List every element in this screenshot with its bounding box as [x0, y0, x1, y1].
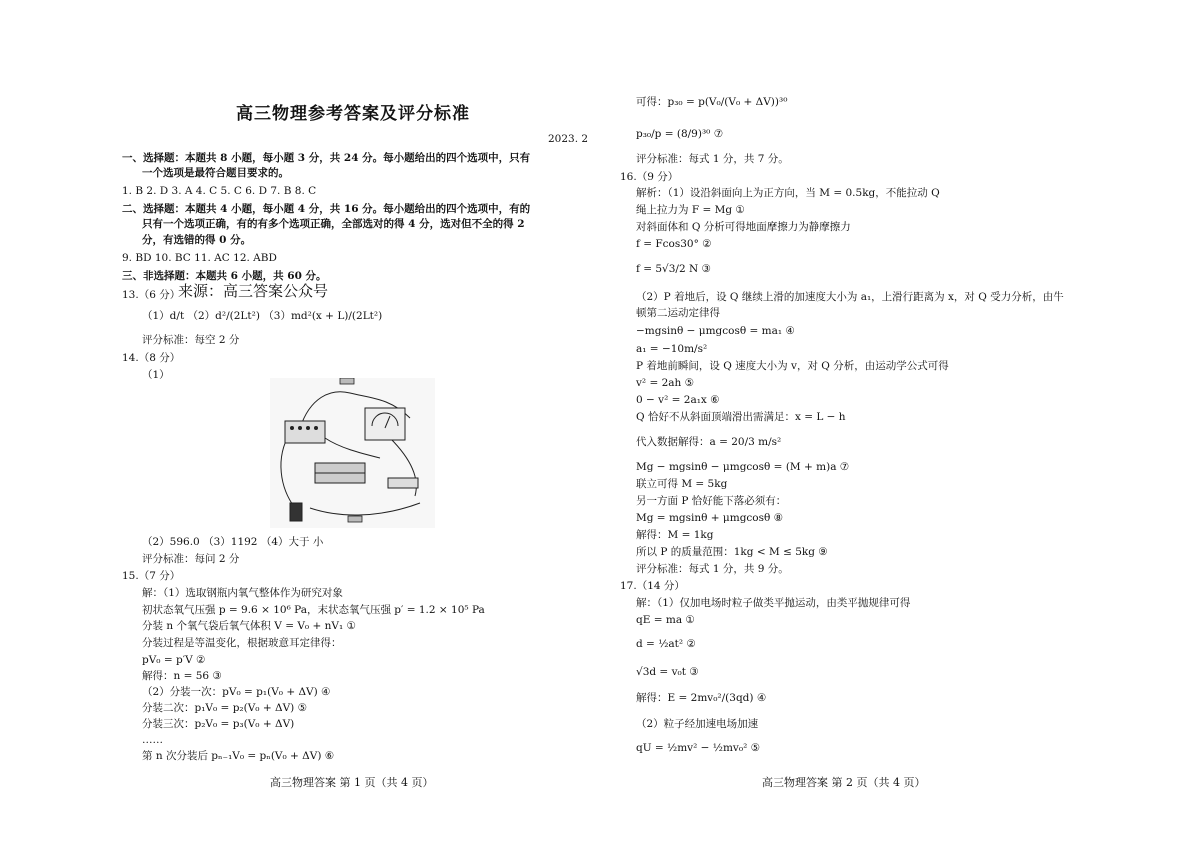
q15-line: 第 n 次分装后 pₙ₋₁V₀ = pₙ(V₀ + ΔV) ⑥ — [142, 750, 335, 762]
q14-score: 评分标准：每问 2 分 — [142, 553, 240, 565]
q15-line: 分装二次：p₁V₀ = p₂(V₀ + ΔV) ⑤ — [142, 702, 308, 714]
q15-line: 分装过程是等温变化，根据玻意耳定律得： — [142, 637, 342, 649]
footer-page1: 高三物理答案 第 1 页（共 4 页） — [270, 776, 434, 789]
section2-line1: 二、选择题：本题共 4 小题，每小题 4 分，共 16 分。每小题给出的四个选项中，有的 — [122, 203, 531, 215]
resistor — [388, 478, 418, 488]
switch — [340, 378, 354, 384]
q16-line: Mg − mgsinθ − μmgcosθ = (M + m)a ⑦ — [636, 461, 850, 473]
q16-line: f = 5√3/2 N ③ — [636, 263, 711, 275]
source-watermark: 来源：高三答案公众号 — [178, 282, 329, 300]
q17-line: d = ½at² ② — [636, 638, 696, 650]
section1-line2: 一个选项是最符合题目要求的。 — [142, 167, 289, 179]
q16-line: 0 − v² = 2a₁x ⑥ — [636, 394, 720, 406]
q16-line: 对斜面体和 Q 分析可得地面摩擦力为静摩擦力 — [636, 221, 851, 233]
q15-head: 15.（7 分） — [122, 570, 181, 582]
q16-line: 代入数据解得：a = 20/3 m/s² — [636, 436, 782, 448]
q15-line: 解得：n = 56 ③ — [142, 670, 222, 682]
q16-line: 联立可得 M = 5kg — [636, 478, 728, 490]
section3: 三、非选择题：本题共 6 小题，共 60 分。 — [122, 270, 327, 282]
q16-line: 顿第二运动定律得 — [636, 307, 720, 319]
q16-line: 所以 P 的质量范围：1kg < M ≤ 5kg ⑨ — [636, 546, 828, 558]
q17-line: 解得：E = 2mv₀²/(3qd) ④ — [636, 692, 767, 704]
circuit-diagram — [270, 378, 435, 528]
q14-sub1: （1） — [142, 369, 170, 381]
page-title: 高三物理参考答案及评分标准 — [236, 104, 470, 124]
q16-head: 16.（9 分） — [620, 171, 679, 183]
q16-line: 解得：M = 1kg — [636, 529, 714, 541]
footer-page2: 高三物理答案 第 2 页（共 4 页） — [762, 776, 926, 789]
answers-1-8: 1. B 2. D 3. A 4. C 5. C 6. D 7. B 8. C — [122, 185, 317, 197]
q15-line: 解：（1）选取钢瓶内氧气整体作为研究对象 — [142, 587, 343, 599]
switch — [348, 516, 362, 522]
q15-line: 初状态氧气压强 p = 9.6 × 10⁶ Pa，末状态氧气压强 p′ = 1.2 × 10⁵ Pa — [142, 604, 485, 616]
q15-line: （2）分装一次：pV₀ = p₁(V₀ + ΔV) ④ — [142, 686, 331, 698]
q16-line: 另一方面 P 恰好能下落必须有： — [636, 495, 787, 507]
q15-line: …… — [142, 734, 163, 746]
q16-line: （2）P 着地后，设 Q 继续上滑的加速度大小为 a₁，上滑行距离为 x，对 Q 受力分析，由牛 — [636, 291, 1064, 303]
q16-line: P 着地前瞬间，设 Q 速度大小为 v，对 Q 分析，由运动学公式可得 — [636, 360, 949, 372]
q16-line: v² = 2ah ⑤ — [636, 377, 695, 389]
resistance-box — [285, 421, 325, 443]
q14-answer: （2）596.0 （3）1192 （4）大于 小 — [142, 536, 324, 548]
q17-line: （2）粒子经加速电场加速 — [636, 718, 759, 730]
battery — [290, 503, 302, 521]
q15-line: 分装 n 个氧气袋后氧气体积 V = V₀ + nV₁ ① — [142, 620, 356, 632]
r-line: p₃₀/p = (8/9)³⁰ ⑦ — [636, 128, 724, 140]
q17-head: 17.（14 分） — [620, 580, 685, 592]
r-line: 可得：p₃₀ = p(V₀/(V₀ + ΔV))³⁰ — [636, 96, 788, 108]
section2-line3: 分，有选错的得 0 分。 — [142, 234, 252, 246]
q16-line: a₁ = −10m/s² — [636, 343, 708, 355]
q17-line: qE = ma ① — [636, 614, 695, 626]
section2-line2: 只有一个选项正确，有的有多个选项正确，全部选对的得 4 分，选对但不全的得 2 — [142, 218, 525, 230]
date: 2023. 2 — [548, 133, 589, 145]
q16-line: 解析：（1）设沿斜面向上为正方向，当 M = 0.5kg，不能拉动 Q — [636, 187, 940, 199]
q16-line: f = Fcos30° ② — [636, 238, 712, 250]
q13-answer: （1）d/t （2）d²/(2Lt²) （3）md²(x + L)/(2Lt²) — [142, 310, 383, 322]
q16-line: −mgsinθ − μmgcosθ = ma₁ ④ — [636, 325, 795, 337]
answers-9-12: 9. BD 10. BC 11. AC 12. ABD — [122, 252, 277, 264]
q13-score: 评分标准：每空 2 分 — [142, 334, 240, 346]
q16-line: Mg = mgsinθ + μmgcosθ ⑧ — [636, 512, 784, 524]
q17-line: qU = ½mv² − ½mv₀² ⑤ — [636, 742, 761, 754]
section1-line1: 一、选择题：本题共 8 小题，每小题 3 分，共 24 分。每小题给出的四个选项中，只有 — [122, 152, 531, 164]
q15-line: pV₀ = p′V ② — [142, 654, 206, 666]
q17-line: 解：（1）仅加电场时粒子做类平抛运动，由类平抛规律可得 — [636, 597, 911, 609]
q15-line: 分装三次：p₂V₀ = p₃(V₀ + ΔV) — [142, 718, 295, 730]
q16-line: 评分标准：每式 1 分，共 9 分。 — [636, 563, 789, 575]
q13-head: 13.（6 分） — [122, 289, 181, 301]
q16-line: Q 恰好不从斜面顶端滑出需满足：x = L − h — [636, 411, 846, 423]
r-line: 评分标准：每式 1 分，共 7 分。 — [636, 153, 789, 165]
q16-line: 绳上拉力为 F = Mg ① — [636, 204, 745, 216]
q14-head: 14.（8 分） — [122, 352, 181, 364]
q17-line: √3d = v₀t ③ — [636, 666, 699, 678]
